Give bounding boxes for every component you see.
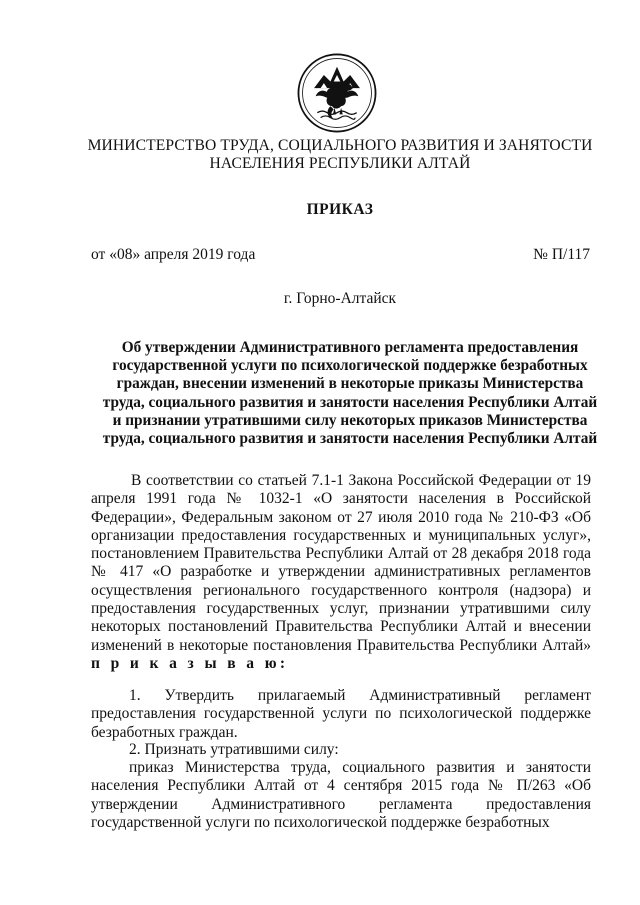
order-subject: Об утверждении Административного регламента предоставления государственной услуги по психологической поддержке безработных граждан, внесении изменений в некоторые приказы Министерства труда, социального развития и занятости населения Республики Алтай и признании утратившими силу некоторых приказов Министерства труда, социального развития и занятости населения Республики Алтай (102, 339, 598, 448)
order-number: № П/117 (533, 246, 590, 263)
preamble-paragraph (91, 472, 591, 673)
ministry-name (60, 137, 620, 173)
republic-altai-emblem-icon (296, 52, 378, 134)
ministry-name-line1: МИНИСТЕРСТВО ТРУДА, СОЦИАЛЬНОГО РАЗВИТИЯ И ЗАНЯТОСТИ (87, 137, 593, 154)
order-title: ПРИКАЗ (306, 201, 374, 218)
order-city: г. Горно-Алтайск (283, 290, 397, 307)
item-2-heading: 2. Признать утратившими силу: (129, 741, 339, 758)
preamble-text: В соответствии со статьей 7.1-1 Закона Российской Федерации от 19 апреля 1991 года № 1032-1 «О занятости населения в Российской Федерации», Федеральным законом от 27 июля 2010 года № 210-ФЗ «Об организации предоставления государственных и муниципальных услуг», постановлением Правительства Республики Алтай от 28 декабря 2018 года № 417 «О разработке и утверждении административных регламентов осуществления регионального государственного контроля (надзора) и предоставления государственных услуг, признании утратившими силу некоторых постановлений Правительства Республики Алтай и внесении изменений в некоторые постановления Правительства Республики Алтай» (91, 472, 591, 654)
order-date: от «08» апреля 2019 года (91, 246, 256, 263)
item-1-paragraph: 1. Утвердить прилагаемый Административный регламент предоставления государственной услуги по психологической поддержке безработных граждан. (91, 687, 591, 741)
prikazyvayu-word: п р и к а з ы в а ю: (91, 654, 289, 672)
item-2-text: приказ Министерства труда, социального развития и занятости населения Республики Алтай от 4 сентября 2015 года № П/263 «Об утверждении Административного регламента предоставления государственной услуги по психологической поддержке безработных (91, 759, 591, 831)
ministry-name-line2: НАСЕЛЕНИЯ РЕСПУБЛИКИ АЛТАЙ (209, 155, 471, 172)
